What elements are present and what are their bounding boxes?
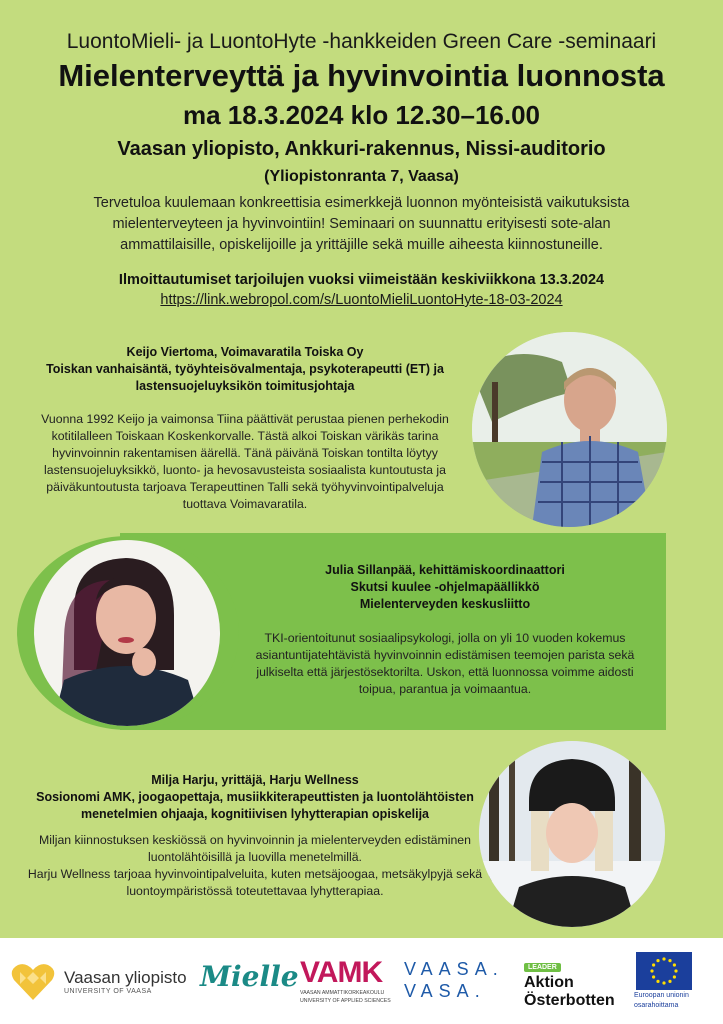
vamk-wordmark: VAMK [300,956,383,989]
seminar-venue: Vaasan yliopisto, Ankkuri-rakennus, Nissi-auditorio [117,138,606,160]
leader-badge: LEADER [524,963,561,972]
eu-flag-icon [636,952,692,990]
aktion-line-2: Österbotten [524,992,615,1009]
speaker-2-org: Mielenterveyden keskusliitto [359,597,531,611]
speaker-1-role-2: lastensuojeluyksikön toimitusjohtaja [135,379,355,393]
vaasa-logo [404,958,504,1002]
vaasa-line-2: VASA. [404,981,486,1001]
registration-text: Ilmoittautumiset tarjoilujen vuoksi viimeistään keskiviikkona 13.3.2024 [118,272,605,288]
intro-text: Tervetuloa kuulemaan konkreettisia esimerkkejä luonnon myönteisistä vaikutuksista mielenterveyteen ja hyvinvointiin! Seminaari on suunnattu erityisesti sote-alan ammattilaisille, opiskelijoille ja yrittäjille sekä muille aiheesta kiinnostuneille. [93,195,630,253]
vaasan-yliopisto-name: Vaasan yliopisto [64,968,187,987]
speaker-2-role: Skutsi kuulee -ohjelmapäällikkö [350,580,540,594]
speaker-2-name: Julia Sillanpää, kehittämiskoordinaattori [325,563,565,577]
speaker-3-bio [20,832,490,900]
seminar-date: ma 18.3.2024 klo 12.30–16.00 [182,100,541,130]
speaker-1-role: Toiskan vanhaisäntä, työyhteisövalmentaja, psykoterapeutti (ET) ja [46,362,444,376]
mielle-logo: Mielle [200,960,299,993]
vaasan-yliopisto-sub: UNIVERSITY OF VAASA [64,988,152,995]
speaker-1-photo [472,332,667,527]
speaker-1-heading [30,344,460,395]
speaker-3-role-2: menetelmien ohjaaja, kognitiivisen lyhytterapian opiskelija [80,807,430,821]
aktion-osterbotten-logo [524,956,624,1010]
speaker-3-role: Sosionomi AMK, joogaopettaja, musiikkiterapeuttisten ja luontolähtöisten [36,790,474,804]
registration-link[interactable]: https://link.webropol.com/s/LuontoMieliLuontoHyte-18-03-2024 [160,292,563,308]
speaker-3-name: Milja Harju, yrittäjä, Harju Wellness [151,773,359,787]
speaker-1-name: Keijo Viertoma, Voimavaratila Toiska Oy [126,345,364,359]
speaker-3-bio-2: Harju Wellness tarjoaa hyvinvointipalveluita, kuten metsäjoogaa, metsäkylpyjä sekä luontoympäristössä toteutettavaa lyhytterapiaa. [27,867,483,898]
speaker-3-photo [479,741,665,927]
eu-text-2: osarahoittama [634,1002,679,1009]
aktion-line-1: Aktion [524,974,574,991]
seminar-subtitle: LuontoMieli- ja LuontoHyte -hankkeiden Green Care -seminaari [66,30,657,53]
speaker-1-bio: Vuonna 1992 Keijo ja vaimonsa Tiina päättivät perustaa pienen perhekodin kotitilalleen Toiskaan Koskenkorvalle. Tästä alkoi Toiskan värikäs tarina hyvinvoinnin rakentamisen äärellä. Tänä päivänä Toiskan tontilta löytyy lastensuojeluyksikkö, luonto- ja hevosavusteista sosiaalista kuntoutusta ja päiväkuntoutusta tarjoava Terapeuttinen Talli sekä työhyvinvointipalveluja tuottava Voimavaratila. [41,412,449,511]
sponsor-footer [0,938,723,1024]
vaasa-line-1: VAASA. [404,959,504,979]
speaker-3-heading [20,772,490,823]
vamk-sub-2: UNIVERSITY OF APPLIED SCIENCES [300,998,391,1004]
vamk-sub-1: VAASAN AMMATTIKORKEAKOULU [300,990,385,996]
speaker-3-bio-1: Miljan kiinnostuksen keskiössä on hyvinvoinnin ja mielenterveyden edistäminen luontolähtöisillä ja luovilla menetelmillä. [39,833,471,864]
speaker-2-bio: TKI-orientoitunut sosiaalipsykologi, jolla on yli 10 vuoden kokemus asiantuntijatehtävistä hyvinvoinnin edistämisen teemojen parista sekä julkiselta että järjestösektorilta. Uskon, että luonnossa voimme aidosti toipua, parantua ja voimaantua. [255,631,635,696]
seminar-title: Mielenterveyttä ja hyvinvointia luonnosta [58,58,665,93]
eu-text-1: Euroopan unionin [634,992,689,999]
vaasan-yliopisto-logo [10,962,190,1002]
speaker-2-photo [34,540,220,726]
heart-icon [10,962,56,1002]
eu-logo [634,952,714,1010]
vamk-logo [300,958,395,1004]
seminar-address: (Yliopistonranta 7, Vaasa) [264,168,459,185]
speaker-2-heading [250,562,640,613]
